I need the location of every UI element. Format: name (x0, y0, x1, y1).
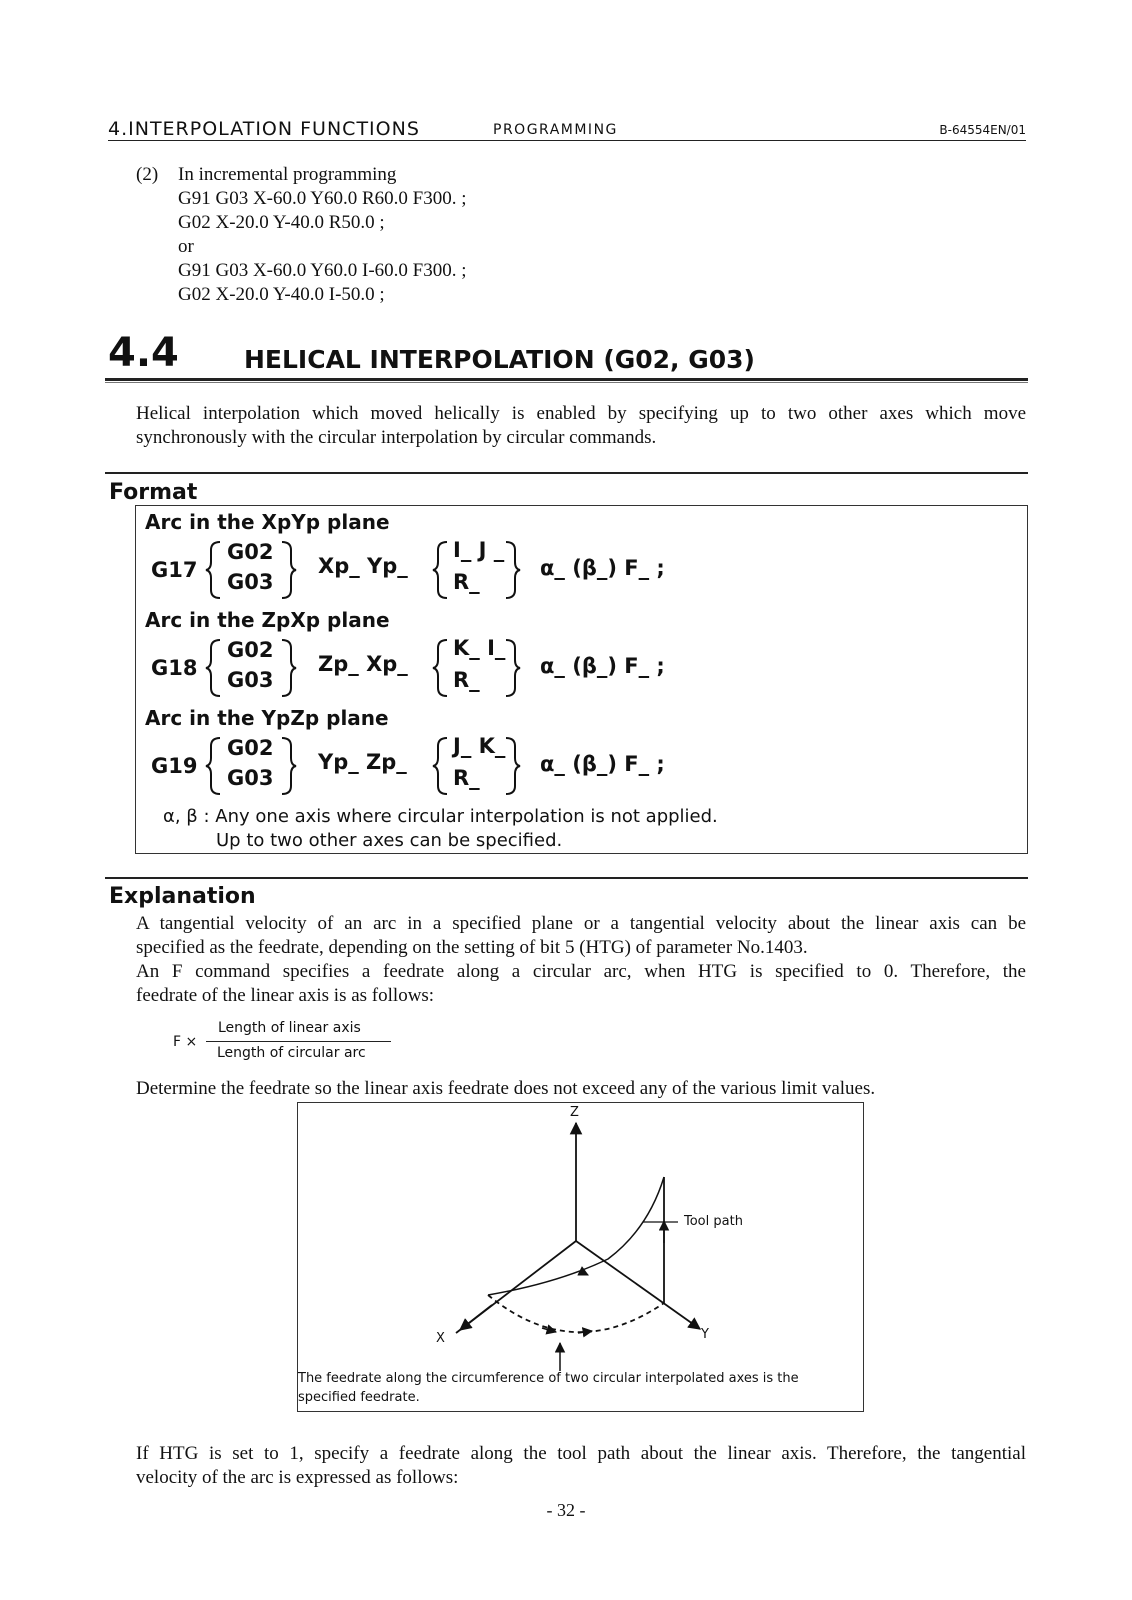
g03-option: G03 (227, 570, 274, 594)
formula-lhs: F × (173, 1034, 198, 1050)
right-brace-icon (502, 638, 522, 698)
radius-word: R_ (453, 766, 480, 790)
tail-words: α_ (β_) F_ ; (540, 654, 665, 678)
formula-fraction-bar (206, 1041, 391, 1042)
header-chapter: 4.INTERPOLATION FUNCTIONS (108, 118, 420, 140)
helical-figure (297, 1102, 864, 1412)
x-axis-label: X (436, 1331, 445, 1346)
gcode-g18: G18 (151, 656, 198, 680)
g03-option: G03 (227, 668, 274, 692)
tool-path-label: Tool path (684, 1214, 743, 1229)
code-line: G02 X-20.0 Y-40.0 R50.0 ; (178, 212, 385, 233)
right-brace-icon (278, 736, 298, 796)
formula-numerator: Length of linear axis (218, 1020, 361, 1036)
axis-words: Zp_ Xp_ (318, 652, 408, 676)
center-words: I_ J _ (453, 538, 505, 562)
after-figure-para (136, 1442, 1026, 1490)
code-line: In incremental programming (178, 164, 397, 185)
explanation-para2 (136, 960, 1026, 1008)
explanation-para1 (136, 912, 1026, 960)
page-number: - 32 - (546, 1500, 586, 1520)
para-line: If HTG is set to 1, specify a feedrate along the tool path about the linear axis. Therefore, the tangential (136, 1443, 1026, 1464)
right-brace-icon (278, 540, 298, 600)
header-section: PROGRAMMING (493, 122, 618, 138)
g03-option: G03 (227, 766, 274, 790)
format-note-line1: α, β : Any one axis where circular interpolation is not applied. (163, 806, 718, 827)
right-brace-icon (278, 638, 298, 698)
intro-line: Helical interpolation which moved helically is enabled by specifying up to two other axes which move (136, 403, 1026, 424)
code-line: G91 G03 X-60.0 Y60.0 I-60.0 F300. ; (178, 260, 467, 281)
center-words: J_ K_ (453, 734, 506, 758)
left-brace-icon (431, 540, 451, 600)
right-brace-icon (502, 736, 522, 796)
left-brace-icon (204, 540, 224, 600)
g02-option: G02 (227, 540, 274, 564)
gcode-g19: G19 (151, 754, 198, 778)
section-rule-thin (105, 382, 1028, 383)
section-title: HELICAL INTERPOLATION (G02, G03) (244, 345, 755, 374)
axis-words: Xp_ Yp_ (318, 554, 408, 578)
right-brace-icon (502, 540, 522, 600)
format-rule (105, 472, 1028, 474)
header-doc-id: B-64554EN/01 (939, 123, 1026, 137)
left-brace-icon (204, 736, 224, 796)
code-line: G91 G03 X-60.0 Y60.0 R60.0 F300. ; (178, 188, 467, 209)
formula-denominator: Length of circular arc (217, 1045, 366, 1061)
code-line: G02 X-20.0 Y-40.0 I-50.0 ; (178, 284, 385, 305)
g02-option: G02 (227, 736, 274, 760)
para-line: A tangential velocity of an arc in a specified plane or a tangential velocity about the linear axis can be (136, 913, 1026, 934)
y-axis-label: Y (701, 1327, 709, 1342)
tool-path-arrow (584, 1273, 588, 1275)
gcode-g17: G17 (151, 558, 198, 582)
plane-title-zpxp: Arc in the ZpXp plane (145, 608, 390, 632)
radius-word: R_ (453, 668, 480, 692)
running-header (108, 116, 1026, 141)
item-number: (2) (136, 164, 159, 185)
para-line: specified as the feedrate, depending on the setting of bit 5 (HTG) of parameter No.1403. (136, 937, 808, 958)
intro-line: synchronously with the circular interpolation by circular commands. (136, 427, 657, 448)
tail-words: α_ (β_) F_ ; (540, 752, 665, 776)
y-axis-line (576, 1241, 700, 1329)
para-line: feedrate of the linear axis is as follows: (136, 985, 435, 1006)
left-brace-icon (204, 638, 224, 698)
figure-caption-line2: specified feedrate. (298, 1390, 420, 1405)
explanation-heading: Explanation (109, 884, 256, 909)
para-line: velocity of the arc is expressed as follows: (136, 1467, 459, 1488)
section-intro (136, 402, 1026, 450)
left-brace-icon (431, 736, 451, 796)
left-brace-icon (431, 638, 451, 698)
tail-words: α_ (β_) F_ ; (540, 556, 665, 580)
format-heading: Format (109, 480, 198, 505)
incremental-code-block (178, 163, 467, 307)
para-line: An F command specifies a feedrate along a circular arc, when HTG is specified to 0. Therefore, the (136, 961, 1026, 982)
plane-title-xpyp: Arc in the XpYp plane (145, 510, 390, 534)
plane-title-ypzp: Arc in the YpZp plane (145, 706, 389, 730)
helical-diagram (298, 1103, 863, 1411)
projected-arc (488, 1295, 664, 1332)
g02-option: G02 (227, 638, 274, 662)
explanation-para3: Determine the feedrate so the linear axis feedrate does not exceed any of the various limit values. (136, 1078, 876, 1099)
x-axis-arrow (460, 1305, 492, 1330)
radius-word: R_ (453, 570, 480, 594)
section-number: 4.4 (108, 330, 179, 376)
figure-caption-line1: The feedrate along the circumference of two circular interpolated axes is the (298, 1371, 799, 1386)
center-words: K_ I_ (453, 636, 506, 660)
format-box (135, 505, 1028, 854)
explanation-rule (105, 877, 1028, 879)
format-note-line2: Up to two other axes can be specified. (216, 830, 563, 851)
axis-words: Yp_ Zp_ (318, 750, 407, 774)
z-axis-label: Z (570, 1105, 579, 1120)
section-rule (105, 378, 1028, 381)
code-line: or (178, 236, 194, 257)
